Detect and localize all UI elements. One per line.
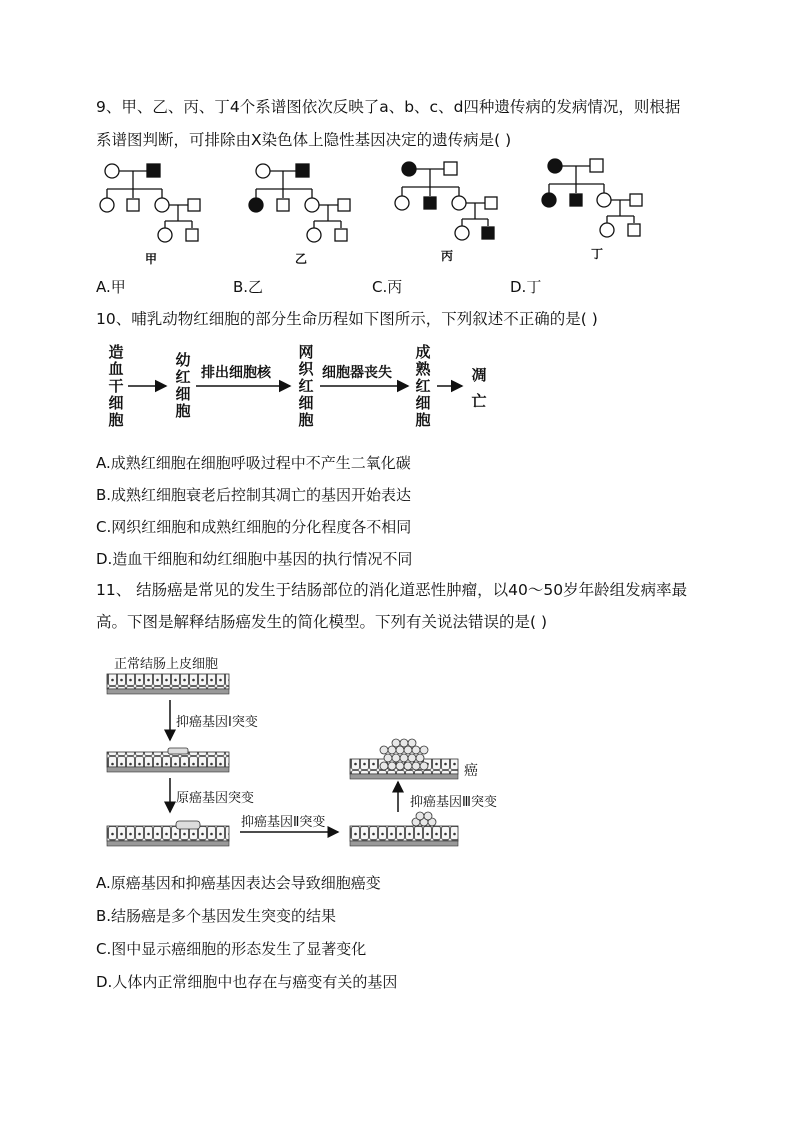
q11-option-c: C.图中显示癌细胞的形态发生了显著变化 <box>96 940 367 958</box>
tissue-step2 <box>107 821 229 846</box>
tissue-step3 <box>350 812 458 846</box>
q9-option-d: D.丁 <box>510 278 542 296</box>
pedigree-bing <box>395 162 497 240</box>
pedigree-ding <box>542 159 642 237</box>
pedigree-label-jia: 甲 <box>145 252 158 266</box>
pedigree-label-yi: 乙 <box>295 252 308 266</box>
pedigree-label-ding: 丁 <box>591 247 604 261</box>
arrow-label-organelle-loss: 细胞器丧失 <box>322 365 392 381</box>
q9-stem-line1: 9、甲、乙、丙、丁4个系谱图依次反映了a、b、c、d四种遗传病的发病情况，则根据 <box>96 98 681 116</box>
q9-option-c: C.丙 <box>372 278 403 296</box>
stage-mature-rbc: 成 熟 红 细 胞 <box>415 343 431 429</box>
stage-apoptosis: 凋 亡 <box>471 366 487 410</box>
q11-option-d: D.人体内正常细胞中也存在与癌变有关的基因 <box>96 973 398 991</box>
q11-stem-line1: 11、 结肠癌是常见的发生于结肠部位的消化道恶性肿瘤，以40～50岁年龄组发病率最 <box>96 581 688 599</box>
label-cancer: 癌 <box>464 763 478 779</box>
q10-option-a: A.成熟红细胞在细胞呼吸过程中不产生二氧化碳 <box>96 454 411 472</box>
q9-option-a: A.甲 <box>96 278 126 296</box>
q11-stem-line2: 高。下图是解释结肠癌发生的简化模型。下列有关说法错误的是( ) <box>96 613 548 631</box>
tissue-cancer <box>350 739 458 779</box>
pedigree-yi <box>249 164 350 242</box>
q9-pedigree-figure <box>0 150 794 270</box>
q11-option-b: B.结肠癌是多个基因发生突变的结果 <box>96 907 337 925</box>
label-step2: 原癌基因突变 <box>176 791 255 806</box>
arrow-label-enucleation: 排出细胞核 <box>201 365 271 381</box>
label-step1: 抑癌基因Ⅰ突变 <box>176 715 258 730</box>
label-step3: 抑癌基因Ⅱ突变 <box>241 815 326 830</box>
pedigree-label-bing: 丙 <box>441 249 454 263</box>
pedigree-jia <box>100 164 200 242</box>
q9-option-b: B.乙 <box>233 278 264 296</box>
q11-option-a: A.原癌基因和抑癌基因表达会导致细胞癌变 <box>96 874 381 892</box>
stage-reticulocyte: 网 织 红 细 胞 <box>298 343 314 429</box>
q9-stem-line2: 系谱图判断，可排除由X染色体上隐性基因决定的遗传病是( ) <box>96 131 512 149</box>
flow-arrows <box>0 370 794 400</box>
stage-proerythroblast: 幼 红 细 胞 <box>175 351 191 420</box>
tissue-step1 <box>107 748 229 772</box>
q10-option-d: D.造血干细胞和幼红细胞中基因的执行情况不同 <box>96 550 413 568</box>
label-step4: 抑癌基因Ⅲ突变 <box>410 795 497 810</box>
label-normal-cells: 正常结肠上皮细胞 <box>114 657 219 672</box>
stage-hsc: 造 血 干 细 胞 <box>108 343 124 429</box>
q10-option-b: B.成熟红细胞衰老后控制其凋亡的基因开始表达 <box>96 486 412 504</box>
tissue-normal <box>107 674 229 694</box>
q10-option-c: C.网织红细胞和成熟红细胞的分化程度各不相同 <box>96 518 412 536</box>
q11-cancer-model-figure <box>0 660 794 860</box>
q10-stem: 10、哺乳动物红细胞的部分生命历程如下图所示，下列叙述不正确的是( ) <box>96 310 598 328</box>
